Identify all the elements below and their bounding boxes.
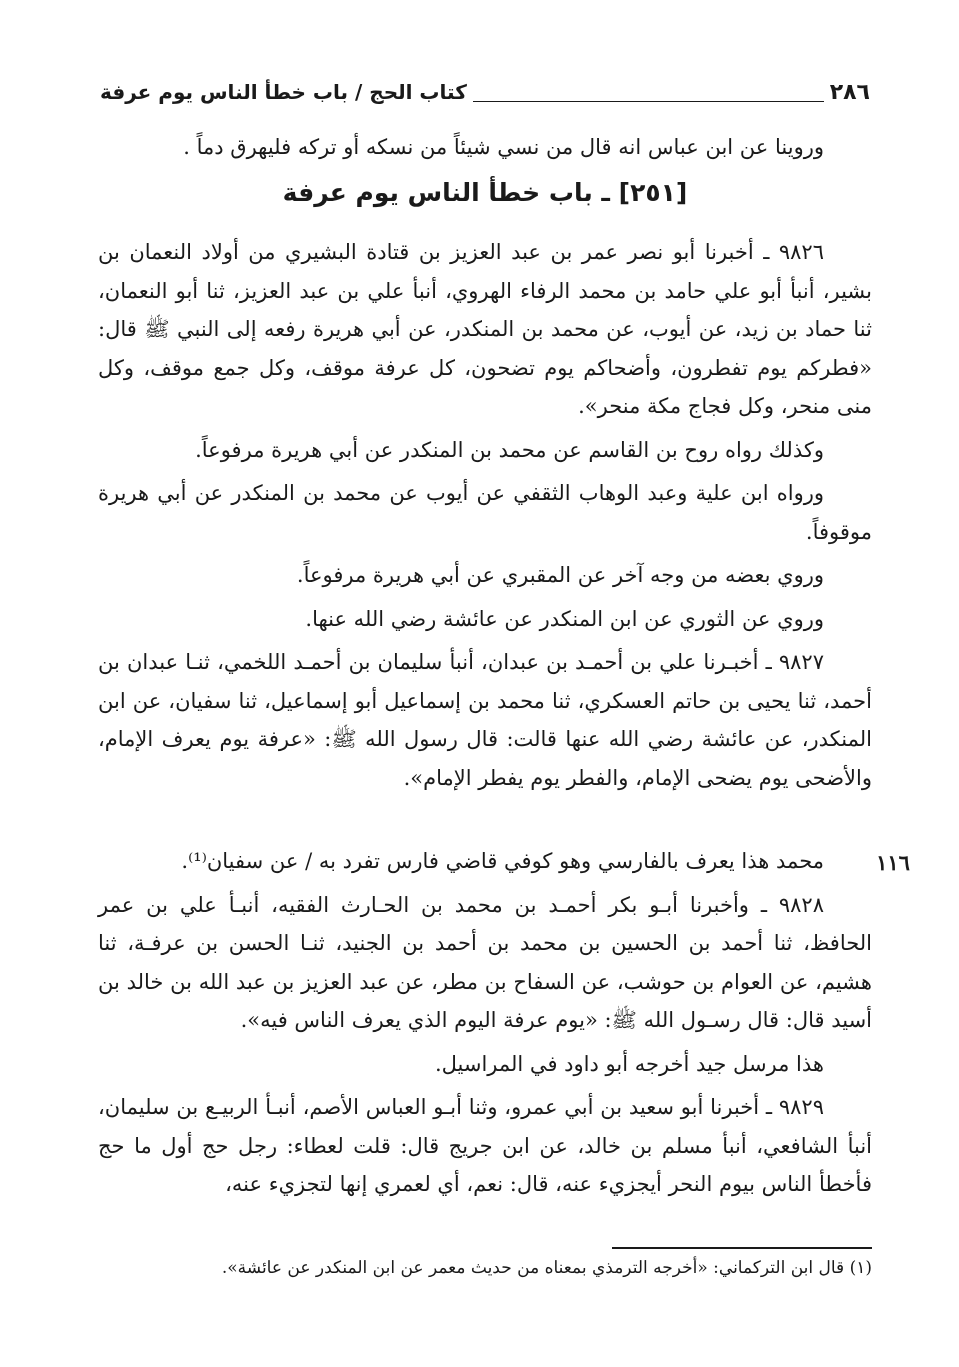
main-text-block-2 <box>98 842 872 1204</box>
hadith-9829: ٩٨٢٩ ـ أخبرنا أبو سعيد بن أبي عمرو، وثنا أبـو العباس الأصم، أنبـأ الربيـع بن سليمان، أنبأ الشافعي، أنبأ مسلم بن خالد، عن ابن جريج قال: قلت لعطاء: رجل حج أول ما حج فأخطأ الناس بيوم النحر أيجزيء عنه، قال: نعم، أي لعمري إنها لتجزيء عنه، <box>98 1095 872 1196</box>
footnote: (١) قال ابن التركماني: «أخرجه الترمذي بمعناه من حديث معمر عن ابن المنكدر عن عائشة». <box>221 1258 872 1278</box>
paragraph-farisi-note: محمد هذا يعرف بالفارسي وهو كوفي قاضي فارس تفرد به / عن سفيان⁽¹⁾. <box>181 849 824 873</box>
hadith-9827: ٩٨٢٧ ـ أخبـرنا علي بن أحمـد بن عبدان، أنبأ سليمان بن أحمـد اللخمي، ثنـا عبدان بن أحمد، ثنا يحيى بن حاتم العسكري، ثنا محمد بن إسماعيل أبو إسماعيل، ثنا سفيان، عن ابن المنكدر، عن عائشة رضي الله عنها قالت: قال رسول الله ﷺ: «عرفة يوم يعرف الإمام، والأضحى يوم يضحى الإمام، والفطر يوم يفطر الإمام». <box>98 650 872 790</box>
paragraph-mursal-note: هذا مرسل جيد أخرجه أبو داود في المراسيل. <box>434 1051 824 1076</box>
intro-line: وروينا عن ابن عباس انه قال من نسي شيئاً من نسكه أو تركه فليهرق دماً . <box>183 135 824 159</box>
chapter-heading: [٢٥١] ـ باب خطأ الناس يوم عرفة <box>282 178 688 207</box>
paragraph-thawri: وروي عن الثوري عن ابن المنكدر عن عائشة رضي الله عنها. <box>305 606 824 631</box>
running-title: كتاب الحج / باب خطأ الناس يوم عرفة <box>100 80 467 104</box>
margin-volume-page-note: ١١٦ <box>876 850 910 875</box>
hadith-9826: ٩٨٢٦ ـ أخبرنا أبو نصر عمر بن عبد العزيز بن قتادة البشيري من أولاد النعمان بن بشير، أنبأ أبو علي حامد بن محمد الرفاء الهروي، أنبأ علي بن عبد العزيز، ثنا أبو النعمان، ثنا حماد بن زيد، عن أيوب، عن محمد بن المنكدر، عن أبي هريرة رفعه إلى النبي ﷺ قال: «فطركم يوم تفطرون، وأضحاكم يوم تضحون، كل عرفة موقف، وكل جمع موقف، وكل منى منحر، وكل فجاج مكة منحر». <box>98 240 872 418</box>
paragraph-maqburi: وروي بعضه من وجه آخر عن المقبري عن أبي هريرة مرفوعاً. <box>296 563 824 587</box>
main-text-block-1 <box>98 233 872 797</box>
footnote-separator <box>612 1247 872 1249</box>
header-rule <box>473 83 824 102</box>
paragraph-narration-ibn-ulayya: ورواه ابن علية وعبد الوهاب الثقفي عن أيوب عن محمد بن المنكدر عن أبي هريرة موقوفاً. <box>98 481 872 544</box>
intro-block <box>98 128 872 167</box>
running-header <box>100 72 870 112</box>
page-number: ٢٨٦ <box>829 79 870 105</box>
paragraph-narration-rawh: وكذلك رواه روح بن القاسم عن محمد بن المنكدر عن أبي هريرة مرفوعاً. <box>195 437 824 462</box>
hadith-9828: ٩٨٢٨ ـ وأخبرنا أبـو بكر أحمـد بن محمد بن الحـارث الفقيه، أنبـأ علي بن عمر الحافظ، ثنا أحمد بن الحسين بن محمد بن أحمد بن الجنيد، ثنـا الحسن بن عرفـة، ثنا هشيم، عن العوام بن حوشب، عن السفاح بن مطر، عن عبد العزيز بن عبد الله بن خالد بن أسيد قال: قال رسـول الله ﷺ: «يوم عرفة اليوم الذي يعرف الناس فيه». <box>98 892 872 1032</box>
